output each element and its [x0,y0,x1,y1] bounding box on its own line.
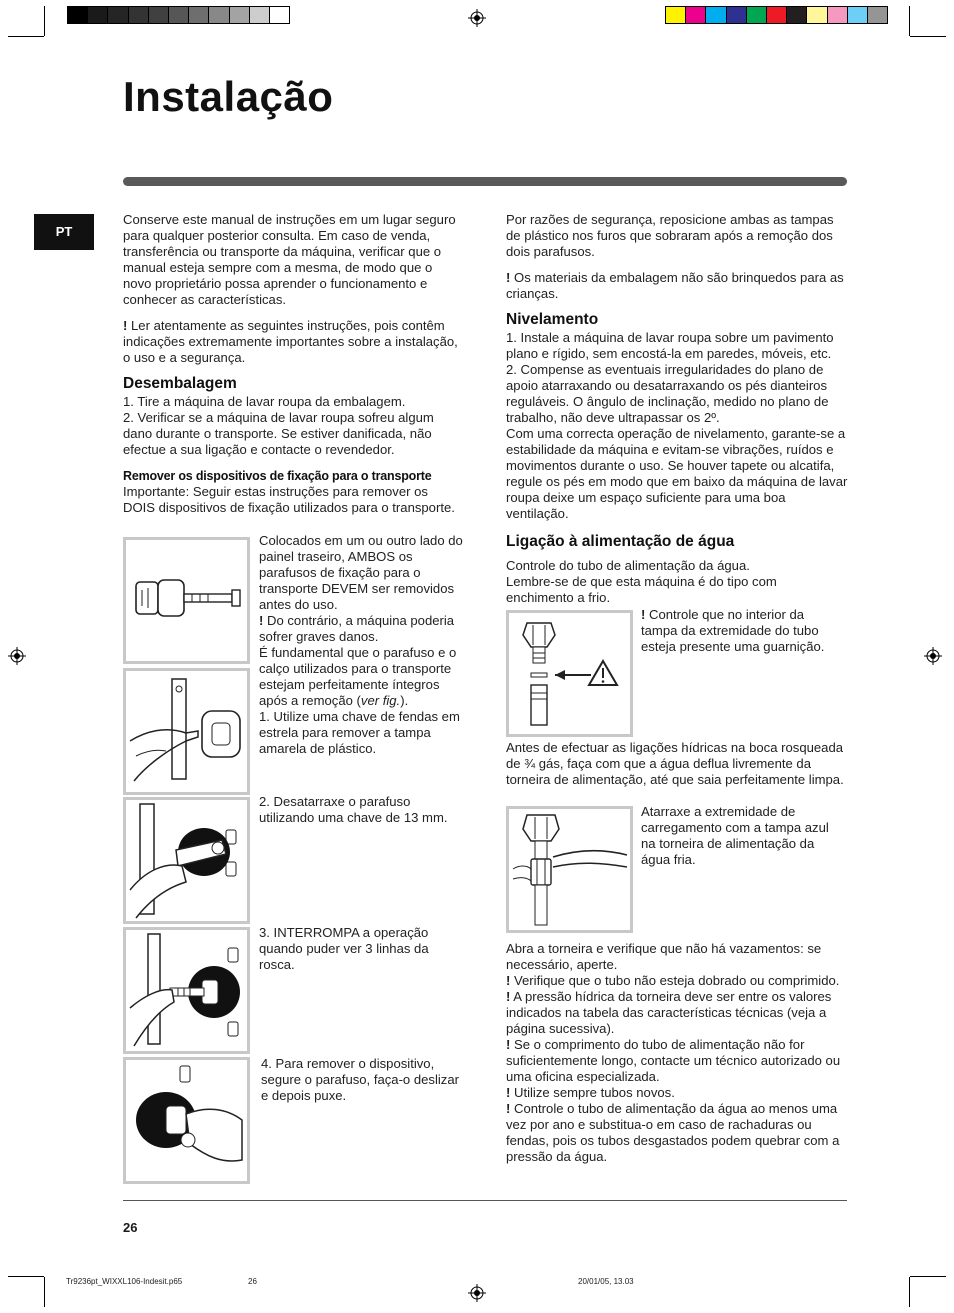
figure-caption-4: 4. Para remover o dispositivo, segure o parafuso, faça-o deslizar e depois puxe. [261,1056,459,1103]
figure-spanner-unscrew [123,797,250,924]
desembalagem-step-1: 1. Tire a máquina de lavar roupa da embalagem. [123,394,406,409]
warning-mark: ! [506,1101,511,1116]
crop-mark [44,1277,45,1307]
agua-paragraph-2: Lembre-se de que esta máquina é do tipo com enchimento a frio. [506,574,777,605]
section-heading-desembalagem: Desembalagem [123,375,237,392]
page-title: Instalação [123,73,334,120]
color-swatch [806,6,827,24]
footer-date: 20/01/05, 13.03 [578,1277,634,1286]
abra-paragraph: Abra a torneira e verifique que não há vazamentos: se necessário, aperte. [506,941,822,972]
desembalagem-step-2: 2. Verificar se a máquina de lavar roupa sofreu algum dano durante o transporte. Se estiver danificada, não efectue a sua ligação e contacte o revendedor. [123,410,434,457]
right-column-top [506,212,848,606]
subheading-remover-dispositivos: Remover os dispositivos de fixação para o transporte [123,469,432,483]
registration-mark-icon [468,9,486,27]
figure-caption-3: 3. INTERROMPA a operação quando puder ver 3 linhas da rosca. [259,925,429,972]
packaging-warning: ! Os materiais da embalagem não são brinquedos para as crianças. [506,270,844,301]
figure-remove-device [123,1057,250,1184]
safety-warning: ! Ler atentamente as seguintes instruções, pois contêm indicações extremamente importantes sobre a instalação, o uso e a segurança. [123,318,458,365]
crop-mark [44,6,45,36]
color-swatch [168,6,189,24]
figure-screwdriver-cap [123,668,250,795]
color-swatch [786,6,807,24]
remove-device-illustration [126,1060,247,1181]
remover-important-note: Importante: Seguir estas instruções para remover os DOIS dispositivos de fixação utilizados para o transporte. [123,484,455,515]
tampas-paragraph: Por razões de segurança, reposicione ambas as tampas de plástico nos furos que sobraram após a remoção dos dois parafusos. [506,212,834,259]
nivelamento-note: Com uma correcta operação de nivelamento, garante-se a estabilidade da máquina e evitam-se vibrações, ruídos e movimentos durante o uso. Se houver tapete ou alcatifa, regule os pés em modo que em baixo da máquina de lavar roupa deixe um espaço suficiente para uma boa ventilação. [506,426,848,521]
section-heading-nivelamento: Nivelamento [506,311,599,328]
color-swatch [726,6,747,24]
antes-paragraph: Antes de efectuar as ligações hídricas na boca rosqueada de ¾ gás, faça com que a água deflua livremente da torneira de alimentação, até que saia perfeitamente limpa. [506,740,844,787]
color-swatch [867,6,888,24]
color-swatch [208,6,229,24]
warning-mark: ! [506,270,511,285]
color-swatch [87,6,108,24]
hose-warning-1: ! Verifique que o tubo não esteja dobrado ou comprimido. [506,973,840,988]
color-swatch [148,6,169,24]
crop-mark [910,36,946,37]
registration-mark-icon [924,647,942,665]
page-number: 26 [123,1220,138,1235]
section-heading-ligacao-agua: Ligação à alimentação de água [506,533,735,550]
warning-mark: ! [506,1037,511,1052]
footer-page: 26 [248,1277,257,1286]
color-swatch [229,6,250,24]
hose-warning-4: ! Utilize sempre tubos novos. [506,1085,675,1100]
color-swatch [847,6,868,24]
figure-bolt-threads [123,927,250,1054]
hose-warning-5: ! Controle o tubo de alimentação da água ao menos uma vez por ano e substitua-o em caso de rachaduras ou fendas, pois os tubos desgastados podem quebrar com a pressão da água. [506,1101,840,1164]
warning-mark: ! [259,613,264,628]
warning-mark: ! [506,989,511,1004]
color-swatch [107,6,128,24]
registration-mark-icon [468,1284,486,1302]
hose-warning-3: ! Se o comprimento do tubo de alimentação não for suficientemente longo, contacte um técnico autorizado ou uma oficina especializada. [506,1037,841,1084]
color-swatch [128,6,149,24]
crop-mark [8,1276,44,1277]
figure-caption-1: Colocados em um ou outro lado do painel traseiro, AMBOS os parafusos de fixação para o transporte DEVEM ser removidos antes do uso. ! Do contrário, a máquina poderia sofrer graves danos. É fundamental que o parafuso e o calço utilizados para o transporte estejam perfeitamente íntegros após a remoção (ver fig.). 1. Utilize uma chave de fendas em estrela para remover a tampa amarela de plástico. [259,533,463,756]
warning-mark: ! [506,1085,511,1100]
color-swatch [827,6,848,24]
warning-mark: ! [123,318,128,333]
figure-caption-2: 2. Desatarraxe o parafuso utilizando uma chave de 13 mm. [259,794,448,825]
nivelamento-step-2: 2. Compense as eventuais irregularidades do plano de apoio atarraxando ou desatarraxando os pés dianteiros reguláveis. O ângulo de inclinação, medido no plano de trabalho, não deve ultrapassar os 2º. [506,362,829,425]
color-swatch [269,6,290,24]
transport-bolt-illustration [126,540,247,661]
warning-mark: ! [641,607,646,622]
color-swatch [685,6,706,24]
warning-mark: ! [506,973,511,988]
crop-mark [909,1277,910,1307]
language-tab: PT [34,214,94,250]
figure-transport-bolt [123,537,250,664]
hose-gasket-illustration [509,613,630,734]
color-swatch [67,6,88,24]
screwdriver-illustration [126,671,247,792]
color-swatch [705,6,726,24]
gasket-warning: ! Controle que no interior da tampa da extremidade do tubo esteja presente uma guarnição. [641,607,825,654]
atarraxe-paragraph: Atarraxe a extremidade de carregamento com a tampa azul na torneira de alimentação da água fria. [641,804,829,867]
color-swatch [766,6,787,24]
color-swatch [249,6,270,24]
spanner-illustration [126,800,247,921]
nivelamento-step-1: 1. Instale a máquina de lavar roupa sobre um pavimento plano e rígido, sem encostá-la em paredes, móveis, etc. [506,330,834,361]
left-column [123,212,463,516]
right-column-bottom [506,941,846,1165]
hose-warning-2: ! A pressão hídrica da torneira deve ser entre os valores indicados na tabela das características técnicas (veja a página sucessiva). [506,989,832,1036]
bolt-threads-illustration [126,930,247,1051]
color-swatch [188,6,209,24]
color-swatch [665,6,686,24]
intro-paragraph: Conserve este manual de instruções em um lugar seguro para qualquer posterior consulta. Em caso de venda, transferência ou transporte da máquina, verificar que o manual esteja sempre com a mesma, de modo que o novo proprietário possa aprender o funcionamento e conhecer as características. [123,212,456,307]
crop-mark [8,36,44,37]
registration-mark-icon [8,647,26,665]
figure-hose-gasket [506,610,633,737]
crop-mark [909,6,910,36]
title-rule [123,177,847,186]
crop-mark [910,1276,946,1277]
tap-connection-illustration [509,809,630,930]
agua-paragraph-1: Controle do tubo de alimentação da água. [506,558,750,573]
footer-filename: Tr9236pt_WIXXL106-Indesit.p65 [66,1277,183,1286]
bottom-rule [123,1200,847,1201]
figure-tap-connection [506,806,633,933]
color-swatch [746,6,767,24]
